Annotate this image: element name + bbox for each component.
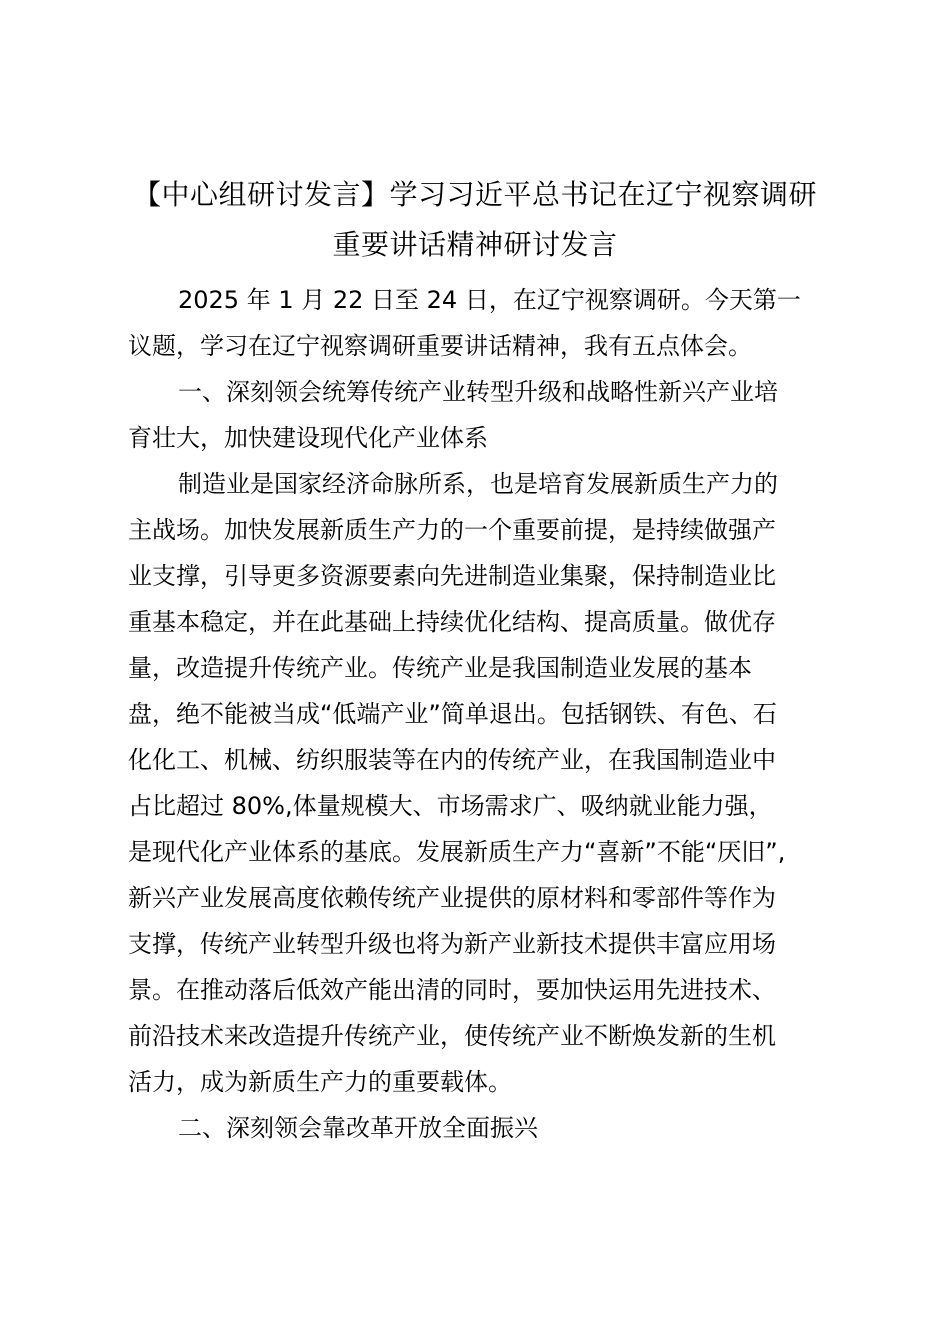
section1-body-line: 新兴产业发展高度依赖传统产业提供的原材料和零部件等作为 [128,884,776,912]
section2-heading: 二、深刻领会靠改革开放全面振兴 [178,1114,538,1142]
section1-body-line: 活力，成为新质生产力的重要载体。 [128,1068,512,1096]
section1-body-line: 前沿技术来改造提升传统产业，使传统产业不断焕发新的生机 [128,1022,776,1050]
section1-body-line: 制造业是国家经济命脉所系，也是培育发展新质生产力的 [178,470,778,498]
section1-body-line: 占比超过 80%,体量规模大、市场需求广、吸纳就业能力强， [128,792,773,820]
section1-heading-line-1: 一、深刻领会统筹传统产业转型升级和战略性新兴产业培 [178,378,778,406]
title-line-2: 重要讲话精神研讨发言 [332,228,618,261]
section1-body-line: 主战场。加快发展新质生产力的一个重要前提，是持续做强产 [128,516,776,544]
document-title [118,170,832,270]
section1-body-line: 量，改造提升传统产业。传统产业是我国制造业发展的基本 [128,654,752,682]
section1-body-line: 盘，绝不能被当成“低端产业”简单退出。包括钢铁、有色、石 [128,700,777,728]
section1-body-line: 是现代化产业体系的基底。发展新质生产力“喜新”不能“厌旧”, [128,838,786,866]
section1-heading-line-2: 育壮大，加快建设现代化产业体系 [128,424,488,452]
section1-body-line: 化化工、机械、纺织服装等在内的传统产业，在我国制造业中 [128,746,776,774]
title-line-1: 【中心组研讨发言】学习习近平总书记在辽宁视察调研 [132,178,817,211]
intro-line-1: 2025 年 1 月 22 日至 24 日，在辽宁视察调研。今天第一 [178,286,801,314]
intro-line-2: 议题，学习在辽宁视察调研重要讲话精神，我有五点体会。 [128,332,752,360]
section1-body-line: 重基本稳定，并在此基础上持续优化结构、提高质量。做优存 [128,608,776,636]
section1-body-line: 景。在推动落后低效产能出清的同时，要加快运用先进技术、 [128,976,776,1004]
document-body [128,277,820,1151]
section1-body-line: 支撑，传统产业转型升级也将为新产业新技术提供丰富应用场 [128,930,776,958]
section1-body-line: 业支撑，引导更多资源要素向先进制造业集聚，保持制造业比 [128,562,776,590]
